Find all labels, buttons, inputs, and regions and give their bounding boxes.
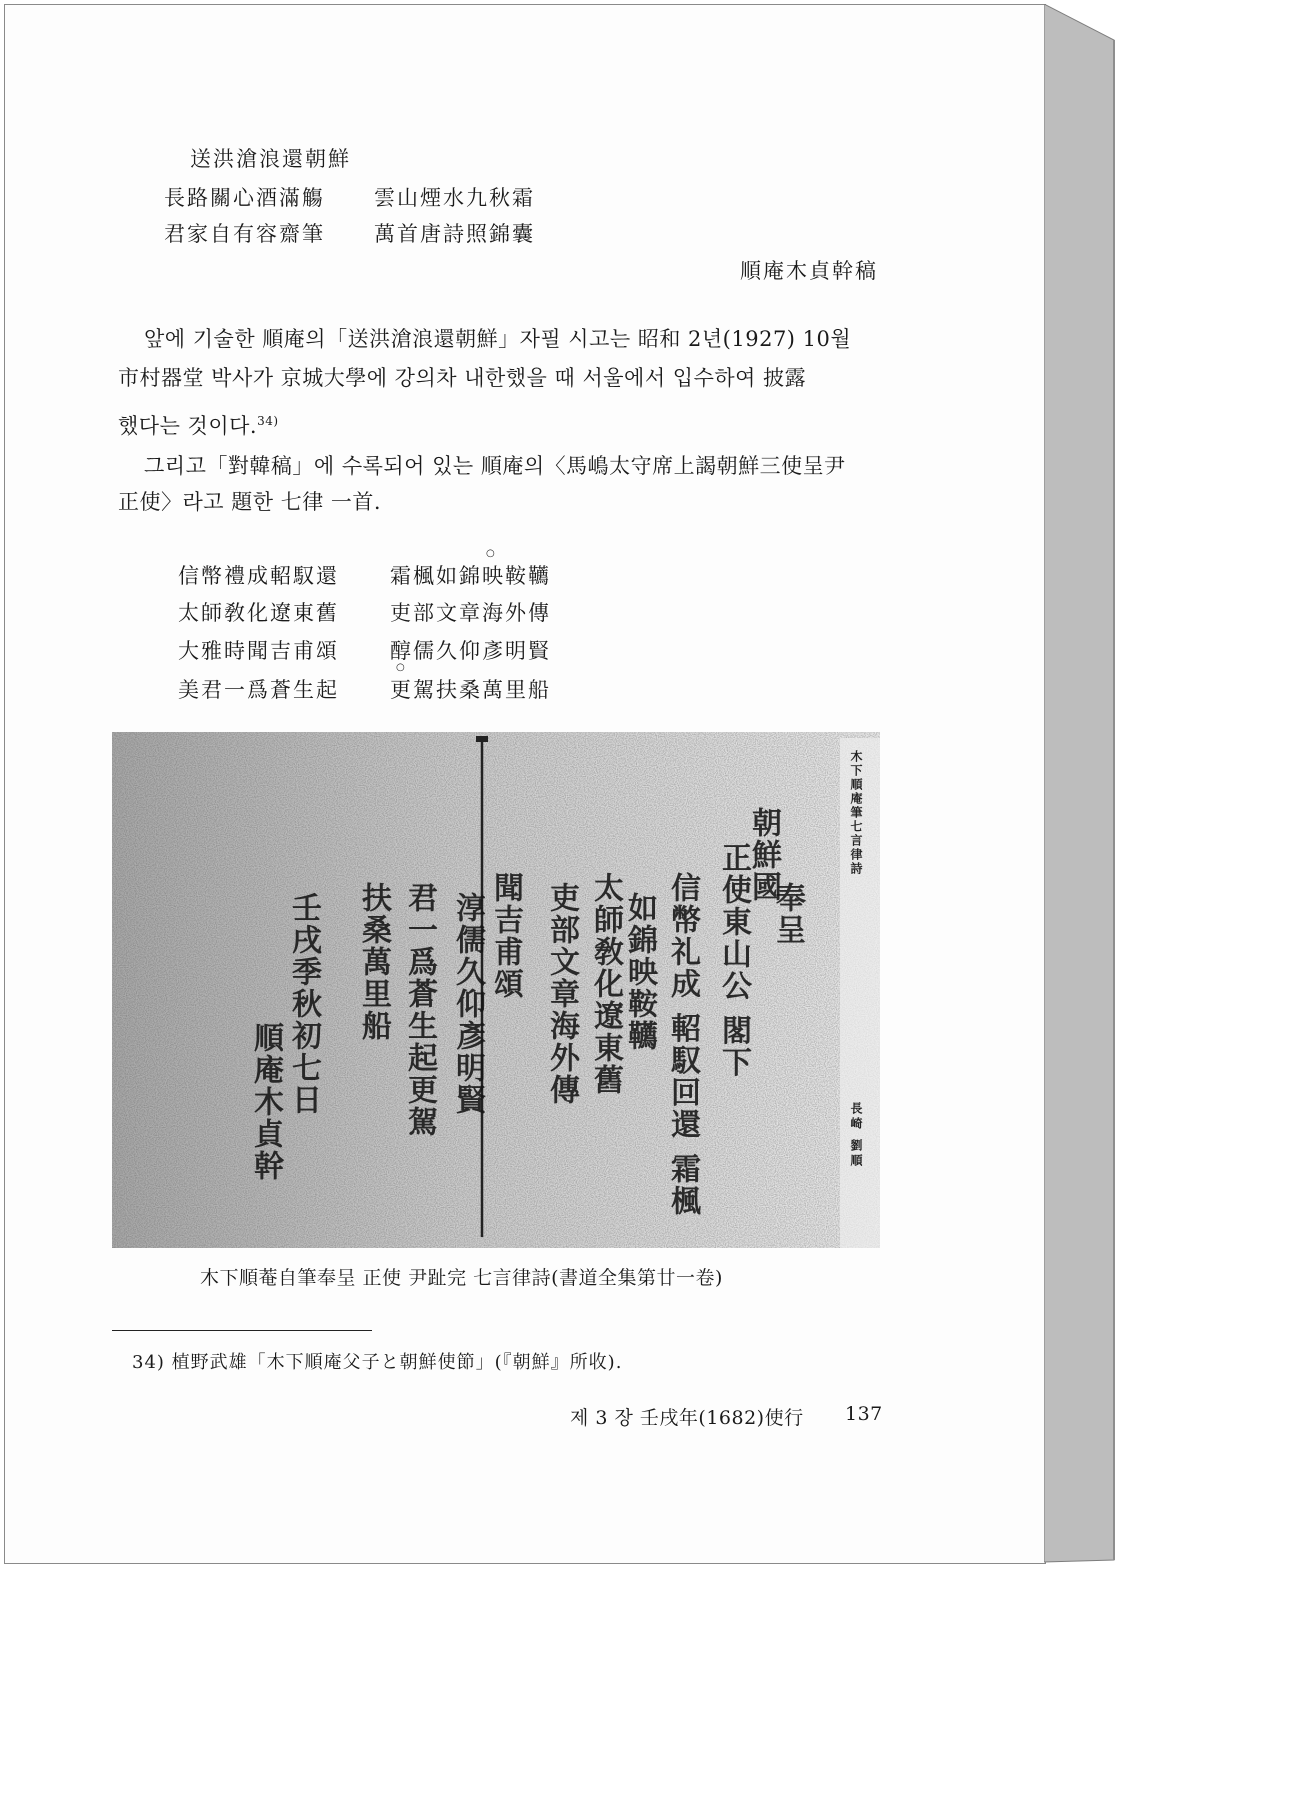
figure-caption: 木下順菴自筆奉呈 正使 尹趾完 七言律詩(書道全集第廿一卷) [200, 1267, 723, 1289]
manuscript-column: 太師敎化遼東舊 [588, 872, 623, 1096]
manuscript-column: 君一爲蒼生起更駕 [402, 882, 437, 1138]
poem1-line2-b: 萬首唐詩照錦囊 [374, 222, 535, 246]
manuscript-column: 正使東山公 閣下 [716, 842, 751, 1079]
manuscript-column: 吏部文章海外傳 [544, 882, 579, 1106]
paragraph-line-1: 앞에 기술한 順庵의「送洪滄浪還朝鮮」자필 시고는 昭和 2년(1927) 10월 [144, 327, 852, 351]
paragraph-line-5: 正使〉라고 題한 七律 一首. [118, 490, 382, 514]
footnote-34: 34) 植野武雄「木下順庵父子と朝鮮使節」(『朝鮮』所收). [132, 1352, 623, 1373]
poem2-line1-a: 信幣禮成軺馭還 [178, 564, 339, 588]
poem2-line2-b: 吏部文章海外傳 [390, 601, 551, 625]
paragraph-line-3 [118, 410, 279, 440]
poem2-line2-a: 太師敎化遼東舊 [178, 601, 339, 625]
footnote-reference: 34) [257, 414, 279, 428]
manuscript-column: 奉呈 [770, 882, 805, 946]
poem2-line4-b: 更駕扶桑萬里船 [390, 678, 551, 702]
poem2-line1-b: 霜楓如錦映鞍韉 [390, 564, 551, 588]
paragraph-line-2: 市村器堂 박사가 京城大學에 강의차 내한했을 때 서울에서 입수하여 披露 [118, 366, 807, 390]
manuscript-column: 順庵木貞幹 [248, 1022, 283, 1182]
poem2-line3-b: 醇儒久仰彥明賢 [390, 639, 551, 663]
poem1-signature: 順庵木貞幹稿 [740, 259, 878, 283]
paragraph-line-3-text: 했다는 것이다. [118, 414, 258, 438]
manuscript-column: 淳儒久仰彥明賢 [450, 892, 485, 1116]
manuscript-photo [112, 732, 880, 1248]
page-stack-shadow [1044, 4, 1138, 1564]
manuscript-margin-label-bottom: 長崎 劉順 [849, 1102, 863, 1170]
footnote-rule [112, 1330, 372, 1331]
manuscript-column: 扶桑萬里船 [356, 882, 391, 1042]
manuscript-column: 聞吉甫頌 [488, 872, 523, 1000]
poem2-line4-a: 美君一爲蒼生起 [178, 678, 339, 702]
manuscript-column: 朝鮮國 [746, 807, 781, 903]
poem2-line3-a: 大雅時聞吉甫頌 [178, 639, 339, 663]
manuscript-column: 信幣礼成 軺馭回還 霜楓 [665, 872, 700, 1217]
paragraph-line-4: 그리고「對韓稿」에 수록되어 있는 順庵의〈馬嶋太守席上謁朝鮮三使呈尹 [144, 454, 846, 478]
manuscript-margin-label: 木下順庵筆七言律詩 [849, 750, 863, 876]
manuscript-column: 如錦映鞍韉 [622, 892, 657, 1052]
poem1-line2-a: 君家自有容齋筆 [164, 222, 325, 246]
manuscript-column: 壬戌季秋初七日 [286, 892, 321, 1116]
emphasis-circle: ○ [486, 548, 496, 559]
poem1-title: 送洪滄浪還朝鮮 [190, 147, 351, 171]
poem1-line1-a: 長路關心酒滿觴 [164, 186, 325, 210]
poem1-line1-b: 雲山煙水九秋霜 [374, 186, 535, 210]
running-footer: 제 3 장 壬戌年(1682)使行 [570, 1407, 804, 1429]
page-number: 137 [845, 1403, 883, 1425]
emphasis-circle: ○ [396, 662, 406, 673]
